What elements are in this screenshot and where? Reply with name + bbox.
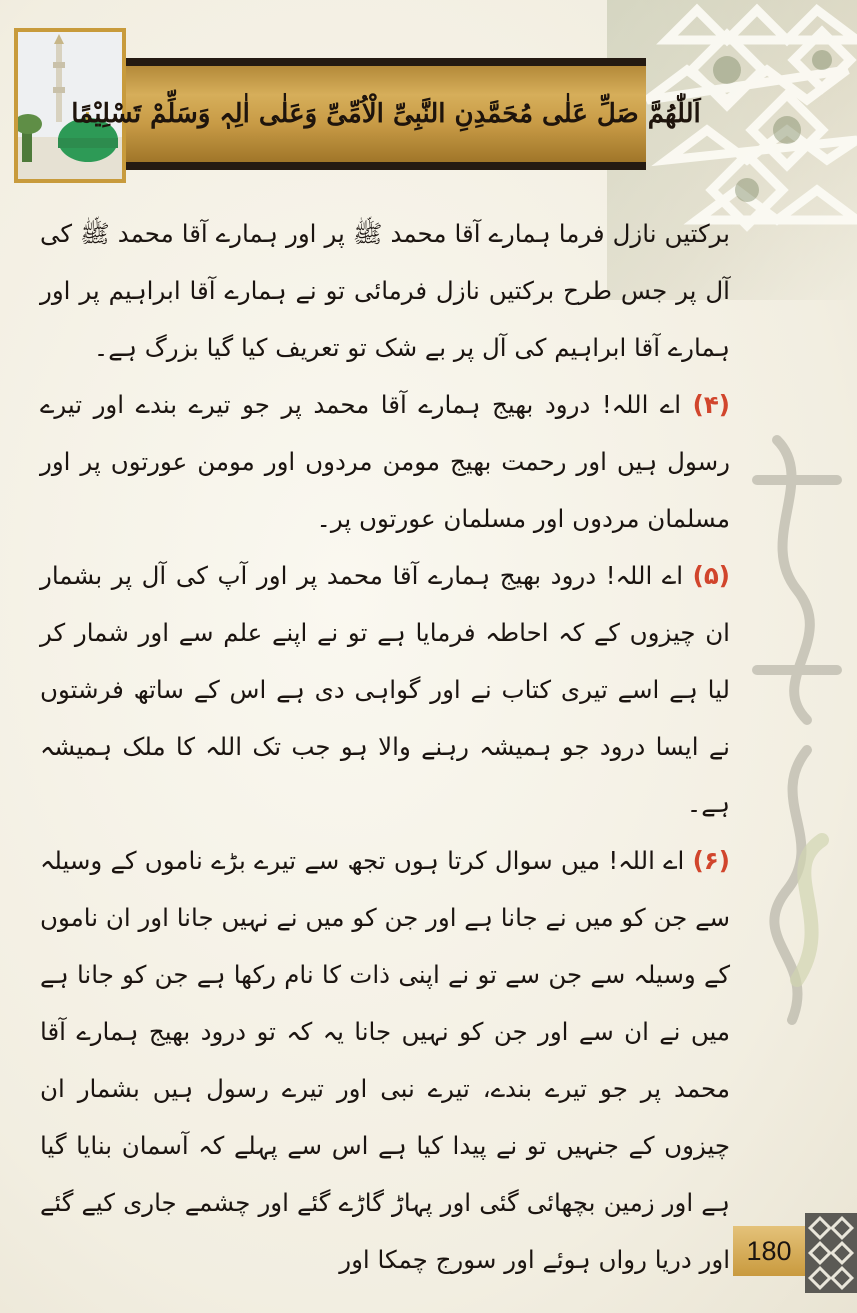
corner-ornament-icon bbox=[805, 1213, 857, 1293]
paragraph-5 bbox=[40, 547, 730, 832]
paragraph-number: (۵) bbox=[692, 561, 730, 590]
darud-title: اَللّٰھُمَّ صَلِّ عَلٰی مُحَمَّدِنِ النَّبِیِّ الْاُمِّیِّ وَعَلٰی اٰلِہٖ وَسَلِّمْ تَسْلِیْمًا bbox=[71, 99, 701, 129]
darud-title-banner bbox=[71, 58, 701, 170]
page-body bbox=[40, 205, 730, 1288]
paragraph-6 bbox=[40, 832, 730, 1288]
header-banner-area bbox=[14, 28, 701, 188]
paragraph-number: (۶) bbox=[692, 846, 730, 875]
paragraph-4 bbox=[40, 376, 730, 547]
page-number: 180 bbox=[733, 1226, 805, 1276]
paragraph-1 bbox=[40, 205, 730, 376]
paragraph-text: اے اللہ! میں سوال کرتا ہوں تجھ سے تیرے بڑے ناموں کے وسیلہ سے جن کو میں نے جانا ہے اور جن کو میں نے نہیں جانا اور ان ناموں کے وسیلہ سے جن سے تو نے اپنی ذات کا نام رکھا ہے جن کو جانا ہے میں نے ان سے اور جن کو نہیں جانا یہ کہ تو درود بھیج ہمارے آقا محمد پر جو تیرے بندے، تیرے نبی اور تیرے رسول ہیں بشمار ان چیزوں کے جنہیں تو نے پیدا کیا ہے اس سے پہلے کہ آسمان بنایا گیا ہے اور زمین بچھائی گئی اور پہاڑ گاڑے گئے اور چشمے جاری کیے گئے اور دریا رواں ہوئے اور سورج چمکا اور bbox=[40, 846, 730, 1274]
calligraphy-watermark-icon bbox=[737, 420, 857, 1040]
paragraph-text: برکتیں نازل فرما ہمارے آقا محمد ﷺ پر اور ہمارے آقا محمد ﷺ کی آل پر جس طرح برکتیں نازل فرمائی تو نے ہمارے آقا ابراہیم پر اور ہمارے آقا ابراہیم کی آل پر بے شک تو تعریف کیا گیا بزرگ ہے۔ bbox=[40, 219, 730, 362]
paragraph-number: (۴) bbox=[692, 390, 730, 419]
paragraph-text: اے اللہ! درود بھیج ہمارے آقا محمد پر جو تیرے بندے اور تیرے رسول ہیں اور رحمت بھیج مومن مردوں اور مومن عورتوں پر اور مسلمان مردوں اور مسلمان عورتوں پر۔ bbox=[40, 390, 730, 533]
paragraph-text: اے اللہ! درود بھیج ہمارے آقا محمد پر اور آپ کی آل پر بشمار ان چیزوں کے کہ احاطہ فرمایا ہے تو نے اپنے علم سے اور شمار کر لیا ہے اسے تیری کتاب نے اور گواہی دی ہے اس کے ساتھ فرشتوں نے ایسا درود جو ہمیشہ رہنے والا ہو جب تک اللہ کا ملک ہمیشہ ہے۔ bbox=[40, 561, 730, 818]
